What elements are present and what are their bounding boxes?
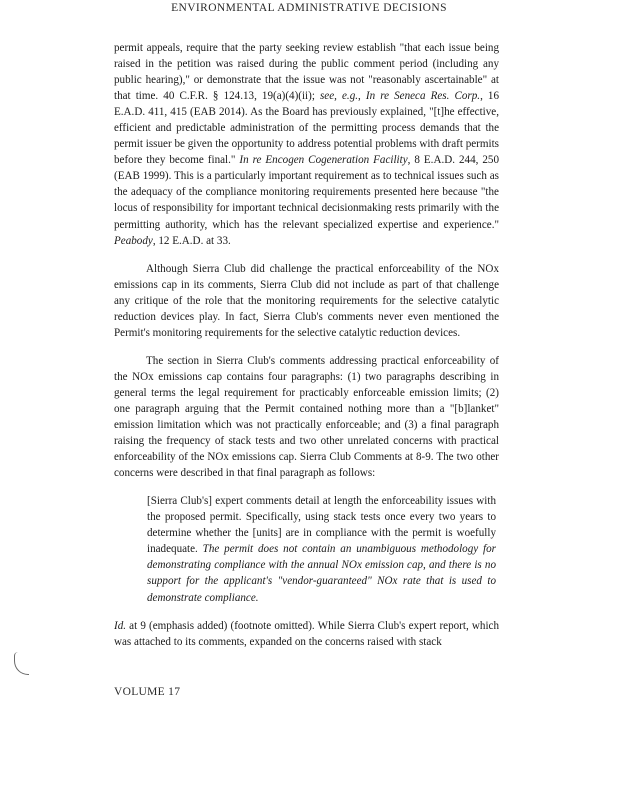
text-run: , 16 E.A.D. 411, 415 (EAB 2014). As the Board has previously explained, "[t]he effective, efficient and predictable administration of the permitting process demands that the permit issuer be given the opportunity to address potential problems with draft permits before they become final." <box>114 90 500 167</box>
paragraph-3: The section in Sierra Club's comments addressing practical enforceability of the NOx emissions cap contains four paragraphs: (1) two paragraphs describing in general terms the legal requirement for practicably enforceable emission limits; (2) one paragraph arguing that the Permit contained nothing more than a "[b]lanket" emission limitation which was not practically enforceable; and (3) a final paragraph raising the frequency of stack tests and two other unrelated concerns with practical enforceability of the NOx emissions cap. Sierra Club Comments at 8-9. The two other concerns were described in that final paragraph as follows: <box>114 354 499 480</box>
citation-id: Id. <box>114 619 127 632</box>
quote-text: [Sierra Club's] expert comments detail at length the enforceability issues with the proposed permit. Specifically, using stack tests once every two years to determine whether the [units] are in compliance with the permit is woefully inadequate. <box>147 495 496 556</box>
quote-emphasis: The permit does not contain an unambiguous methodology for demonstrating compliance with the annual NOx emission cap, and there is no support for the applicant's "vendor-guaranteed" NOx rate that is used to demonstrate compliance. <box>147 543 496 604</box>
text-run: at 9 (emphasis added) (footnote omitted). While Sierra Club's expert report, which was attached to its comments, expanded on the concerns raised with stack <box>114 619 499 648</box>
paragraph-4 <box>114 618 499 650</box>
paragraph-1 <box>114 40 499 249</box>
block-quote <box>147 493 496 605</box>
volume-footer: VOLUME 17 <box>114 686 181 698</box>
scan-mark <box>14 652 29 675</box>
case-name: In re Seneca Res. Corp. <box>365 90 481 103</box>
text-run: , 12 E.A.D. at 33. <box>152 234 231 247</box>
case-name: Peabody <box>114 234 153 247</box>
document-body <box>114 40 499 650</box>
text-run: permit appeals, require that the party seeking review establish "that each issue being raised in the petition was raised during the public comment period (including any public hearing)," or demonstrate that the issue was not "reasonably ascertainable" at that time. 40 C.F.R. § 124.13, 19(a)(4)(ii); <box>114 42 499 103</box>
text-run: , <box>358 90 366 103</box>
running-header: ENVIRONMENTAL ADMINISTRATIVE DECISIONS <box>171 2 447 14</box>
case-name: In re Encogen Cogeneration Facility <box>239 154 408 167</box>
paragraph-2: Although Sierra Club did challenge the practical enforceability of the NOx emissions cap in its comments, Sierra Club did not include as part of that challenge any critique of the role that the monitoring requirements for the selective catalytic reduction devices play. In fact, Sierra Club's comments never even mentioned the Permit's monitoring requirements for the selective catalytic reduction devices. <box>114 262 499 339</box>
citation-signal: see, e.g. <box>319 90 359 103</box>
text-run: , 8 E.A.D. 244, 250 (EAB 1999). This is a particularly important requirement as to technical issues such as the adequacy of the compliance monitoring requirements presented here because "the locus of responsibility for important technical decisionmaking rests primarily with the permitting authority, which has the relevant specialized expertise and experience." <box>114 154 499 231</box>
